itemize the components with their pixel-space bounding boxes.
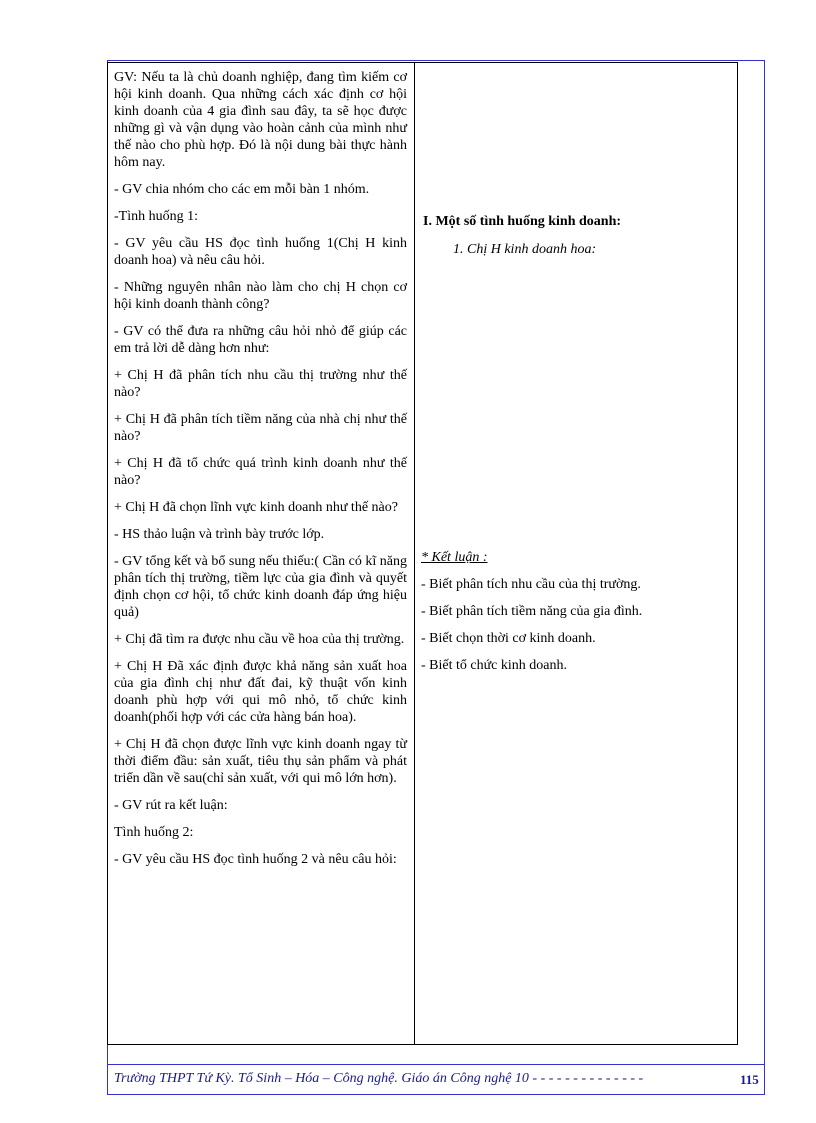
paragraph: - Những nguyên nhân nào làm cho chị H chọn cơ hội kinh doanh thành công? — [114, 280, 407, 312]
paragraph: - GV có thể đưa ra những câu hỏi nhỏ để giúp các em trả lời dễ dàng hơn như: — [114, 324, 407, 356]
conclusion-title: * Kết luận : — [421, 550, 488, 565]
section-heading: I. Một số tình huống kinh doanh: — [423, 214, 622, 229]
conclusion-block — [421, 549, 642, 684]
conclusion-item: - Biết tổ chức kinh doanh. — [421, 658, 568, 673]
page-footer: Trường THPT Tứ Kỳ. Tổ Sinh – Hóa – Công nghệ. Giáo án Công nghệ 10 - - - - - - - - - - - - - - — [114, 1071, 644, 1086]
conclusion-item: - Biết phân tích tiềm năng của gia đình. — [421, 604, 643, 619]
paragraph: + Chị H đã tổ chức quá trình kinh doanh như thế nào? — [114, 456, 407, 488]
paragraph: - GV yêu cầu HS đọc tình huống 2 và nêu câu hỏi: — [114, 852, 397, 867]
page-number: 115 — [740, 1072, 759, 1087]
paragraph: -Tình huống 1: — [114, 209, 198, 224]
content-column — [415, 63, 737, 1044]
paragraph: Tình huống 2: — [114, 825, 194, 840]
sub-heading: 1. Chị H kinh doanh hoa: — [453, 242, 597, 257]
paragraph: + Chị H đã chọn lĩnh vực kinh doanh như thế nào? — [114, 500, 398, 515]
paragraph: + Chị H đã phân tích tiềm năng của nhà chị như thế nào? — [114, 412, 407, 444]
paragraph: - GV yêu cầu HS đọc tình huống 1(Chị H kinh doanh hoa) và nêu câu hỏi. — [114, 236, 407, 268]
lesson-table — [107, 62, 738, 1045]
teacher-activity-column — [108, 63, 415, 1044]
paragraph: GV: Nếu ta là chủ doanh nghiệp, đang tìm kiếm cơ hội kinh doanh. Qua những cách xác định cơ hội kinh doanh của 4 gia đình sau đây, ta sẽ học được những gì và vận dụng vào hoàn cảnh của mình như thế nào cho phù hợp. Đó là nội dung bài thực hành hôm nay. — [114, 70, 407, 170]
paragraph: - GV rút ra kết luận: — [114, 798, 228, 813]
paragraph: + Chị H đã phân tích nhu cầu thị trường như thế nào? — [114, 368, 407, 400]
paragraph: + Chị H Đã xác định được khả năng sản xuất hoa của gia đình chị như đất đai, kỹ thuật vốn kinh doanh phù hợp với qui mô nhỏ, tổ chức kinh doanh(phối hợp với các cửa hàng bán hoa). — [114, 659, 407, 725]
paragraph: + Chị đã tìm ra được nhu cầu về hoa của thị trường. — [114, 632, 405, 647]
conclusion-item: - Biết chọn thời cơ kinh doanh. — [421, 631, 596, 646]
conclusion-item: - Biết phân tích nhu cầu của thị trường. — [421, 577, 641, 592]
footer-divider — [107, 1064, 765, 1065]
paragraph: + Chị H đã chọn được lĩnh vực kinh doanh ngay từ thời điểm đầu: sản xuất, tiêu thụ sản phẩm và phát triển dần về sau(chỉ sản xuất, với qui mô lớn hơn). — [114, 737, 407, 786]
paragraph: - GV chia nhóm cho các em mỗi bàn 1 nhóm. — [114, 182, 370, 197]
paragraph: - HS thảo luận và trình bày trước lớp. — [114, 527, 325, 542]
paragraph: - GV tổng kết và bổ sung nếu thiếu:( Cần có kĩ năng phân tích thị trường, tiềm lực của gia đình và quyết định chọn cơ hội, tổ chức kinh doanh đáp ứng hiệu quả) — [114, 554, 407, 620]
